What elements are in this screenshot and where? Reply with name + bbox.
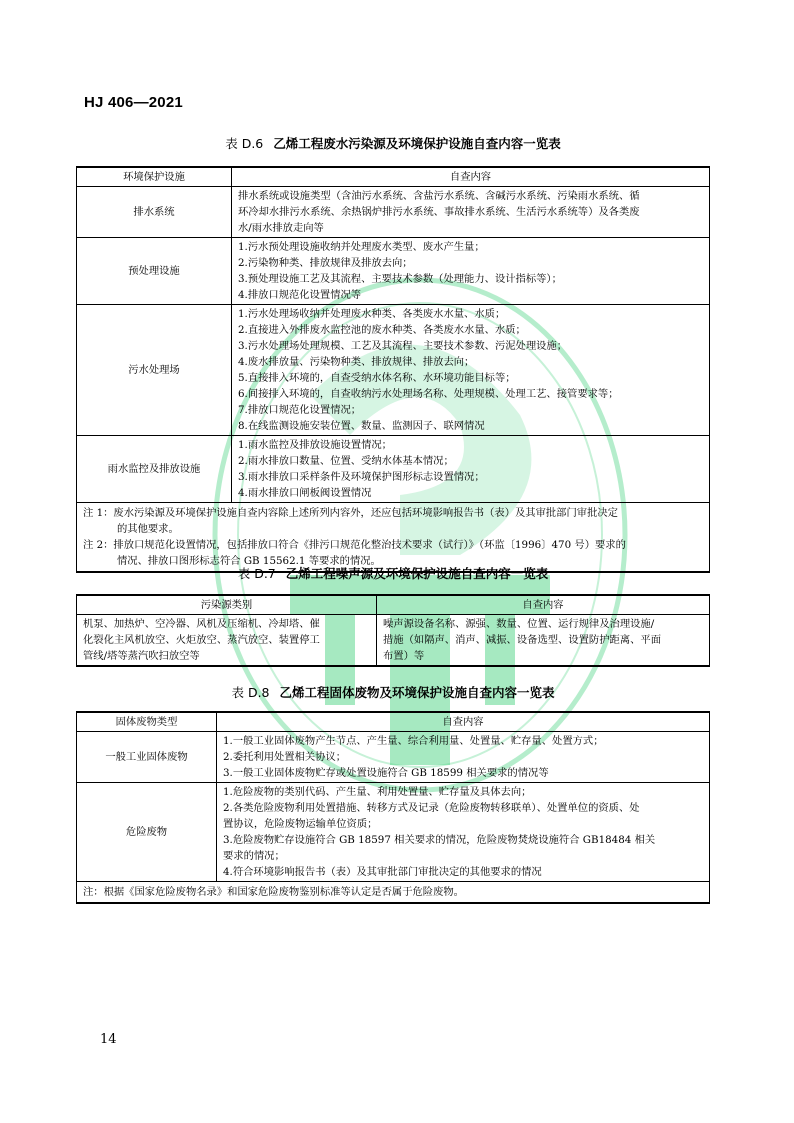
table-d6-label: 表 D.6 bbox=[225, 136, 264, 151]
table-notes bbox=[77, 503, 710, 573]
table-row bbox=[77, 187, 710, 238]
content-line: 4.符合环境影响报告书（表）及其审批部门审批决定的其他要求的情况 bbox=[223, 866, 542, 878]
content-line: 1.污水处理场收纳并处理废水种类、各类废水水量、水质； bbox=[238, 308, 506, 320]
content-line: 3.雨水排放口采样条件及环境保护图形标志设置情况； bbox=[238, 471, 485, 483]
table-d7-title: 乙烯工程噪声源及环境保护设施自查内容一览表 bbox=[285, 566, 549, 581]
check-content bbox=[232, 238, 710, 305]
content-line: 4.雨水排放口闸板阀设置情况 bbox=[238, 487, 372, 499]
content-line: 7.排放口规范化设置情况； bbox=[238, 404, 362, 416]
noise-source bbox=[77, 615, 377, 667]
content-line: 5.直接排入环境的，自查受纳水体名称、水环境功能目标等； bbox=[238, 372, 516, 384]
content-line: 机泵、加热炉、空冷器、风机及压缩机、冷却塔、催 bbox=[83, 618, 320, 630]
content-line: 化裂化主风机放空、火炬放空、蒸汽放空、装置停工 bbox=[83, 634, 320, 646]
content-line: 8.在线监测设施安装位置、数量、监测因子、联网情况 bbox=[238, 420, 485, 432]
content-line: 3.污水处理场处理规模、工艺及其流程、主要技术参数、污泥处理设施； bbox=[238, 340, 568, 352]
content-line: 噪声源设备名称、源强、数量、位置、运行规律及治理设施/ bbox=[383, 618, 655, 630]
table-d8-title: 乙烯工程固体废物及环境保护设施自查内容一览表 bbox=[279, 685, 555, 700]
check-content bbox=[232, 436, 710, 503]
column-header: 自查内容 bbox=[377, 595, 710, 615]
content-line: 2.雨水排放口数量、位置、受纳水体基本情况； bbox=[238, 455, 454, 467]
table-d8 bbox=[76, 711, 710, 904]
standard-code: HJ 406—2021 bbox=[84, 94, 183, 111]
content-line: 2.各类危险废物利用处置措施、转移方式及记录（危险废物转移联单）、处置单位的资质、处 bbox=[223, 802, 640, 814]
table-note: 注：根据《国家危险废物名录》和国家危险废物鉴别标准等认定是否属于危险废物。 bbox=[77, 882, 710, 904]
note-1: 注 1：废水污染源及环境保护设施自查内容除上述所列内容外，还应包括环境影响报告书（表）及其审批部门审批决定 bbox=[83, 507, 618, 519]
table-d6-title: 乙烯工程废水污染源及环境保护设施自查内容一览表 bbox=[273, 136, 561, 151]
content-line: 3.一般工业固体废物贮存或处置设施符合 GB 18599 相关要求的情况等 bbox=[223, 767, 549, 779]
column-header: 自查内容 bbox=[217, 712, 710, 732]
column-header: 污染源类别 bbox=[77, 595, 377, 615]
check-content bbox=[377, 615, 710, 667]
content-line: 2.委托利用处置相关协议； bbox=[223, 751, 347, 763]
content-line: 排水系统或设施类型（含油污水系统、含盐污水系统、含碱污水系统、污染雨水系统、循 bbox=[238, 190, 640, 202]
content-line: 要求的情况； bbox=[223, 850, 285, 862]
note-2: 注 2：排放口规范化设置情况，包括排放口符合《排污口规范化整治技术要求（试行）》（环监〔1996〕470 号）要求的 bbox=[83, 539, 626, 551]
table-header-row bbox=[77, 167, 710, 187]
column-header: 自查内容 bbox=[232, 167, 710, 187]
content-line: 措施（如隔声、消声、减振、设备选型、设置防护距离、平面 bbox=[383, 634, 662, 646]
facility-name: 预处理设施 bbox=[77, 238, 232, 305]
check-content bbox=[217, 783, 710, 882]
table-d7-caption bbox=[76, 564, 710, 582]
column-header: 固体废物类型 bbox=[77, 712, 217, 732]
table-d8-caption bbox=[76, 683, 710, 701]
waste-type: 一般工业固体废物 bbox=[77, 732, 217, 783]
content-line: 1.雨水监控及排放设施设置情况； bbox=[238, 439, 392, 451]
table-notes-row bbox=[77, 882, 710, 904]
content-line: 2.污染物种类、排放规律及排放去向； bbox=[238, 257, 413, 269]
content-line: 2.直接进入外排废水监控池的废水种类、各类废水水量、水质； bbox=[238, 324, 526, 336]
note-2-cont: 情况、排放口图形标志符合 GB 15562.1 等要求的情况。 bbox=[117, 555, 381, 567]
table-header-row bbox=[77, 595, 710, 615]
table-d7 bbox=[76, 594, 710, 667]
content-line: 1.危险废物的类别代码、产生量、利用处置量、贮存量及具体去向； bbox=[223, 786, 532, 798]
content-line: 水/雨水排放走向等 bbox=[238, 222, 324, 234]
page-number: 14 bbox=[100, 1032, 117, 1047]
check-content bbox=[232, 305, 710, 436]
check-content bbox=[232, 187, 710, 238]
table-row bbox=[77, 436, 710, 503]
content-line: 置协议，危险废物运输单位资质； bbox=[223, 818, 378, 830]
table-row bbox=[77, 305, 710, 436]
table-header-row bbox=[77, 712, 710, 732]
content-line: 管线/塔等蒸汽吹扫放空等 bbox=[83, 650, 200, 662]
content-line: 4.废水排放量、污染物种类、排放规律、排放去向； bbox=[238, 356, 475, 368]
table-row bbox=[77, 238, 710, 305]
content-line: 1.污水预处理设施收纳并处理废水类型、废水产生量； bbox=[238, 241, 485, 253]
table-d7-label: 表 D.7 bbox=[237, 566, 276, 581]
waste-type: 危险废物 bbox=[77, 783, 217, 882]
content-line: 4.排放口规范化设置情况等 bbox=[238, 289, 362, 301]
facility-name: 污水处理场 bbox=[77, 305, 232, 436]
content-line: 3.危险废物贮存设施符合 GB 18597 相关要求的情况，危险废物焚烧设施符合 GB18484 相关 bbox=[223, 834, 656, 846]
facility-name: 雨水监控及排放设施 bbox=[77, 436, 232, 503]
content-line: 1.一般工业固体废物产生节点、产生量、综合利用量、处置量、贮存量、处置方式； bbox=[223, 735, 604, 747]
table-row bbox=[77, 783, 710, 882]
table-row bbox=[77, 615, 710, 667]
table-d6 bbox=[76, 166, 710, 573]
column-header: 环境保护设施 bbox=[77, 167, 232, 187]
facility-name: 排水系统 bbox=[77, 187, 232, 238]
content-line: 布置）等 bbox=[383, 650, 425, 662]
content-line: 6.间接排入环境的，自查收纳污水处理场名称、处理规模、处理工艺、接管要求等； bbox=[238, 388, 619, 400]
check-content bbox=[217, 732, 710, 783]
table-d6-caption bbox=[76, 134, 710, 152]
content-line: 环冷却水排污水系统、余热锅炉排污水系统、事故排水系统、生活污水系统等）及各类废 bbox=[238, 206, 640, 218]
table-notes-row bbox=[77, 503, 710, 573]
content-line: 3.预处理设施工艺及其流程、主要技术参数（处理能力、设计指标等）； bbox=[238, 273, 562, 285]
note-1-cont: 的其他要求。 bbox=[117, 523, 179, 535]
table-d8-label: 表 D.8 bbox=[231, 685, 270, 700]
table-row bbox=[77, 732, 710, 783]
